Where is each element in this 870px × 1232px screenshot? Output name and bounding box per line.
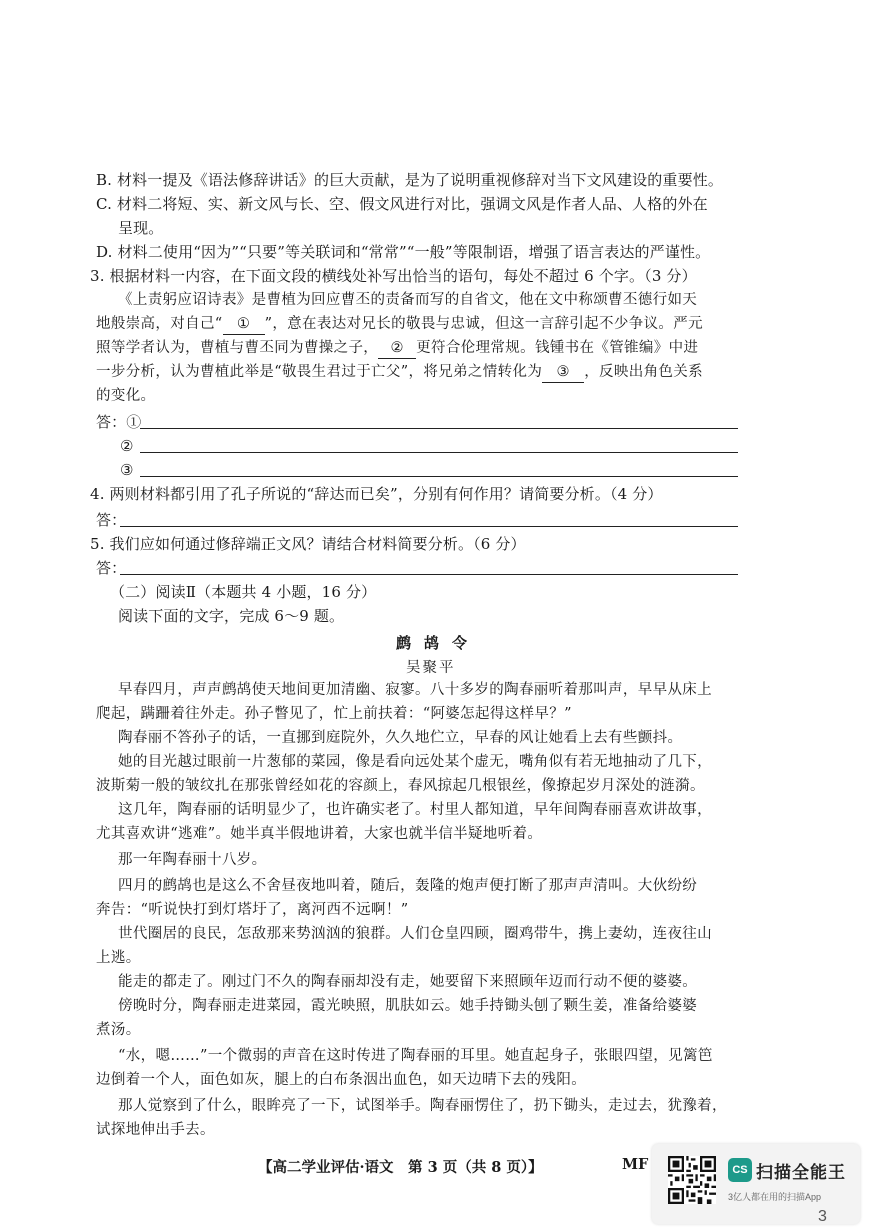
scanner-app-name: 扫描全能王 [756,1163,846,1182]
section-heading: （二）阅读Ⅱ（本题共 4 小题，16 分） [110,583,377,601]
camscanner-logo-icon: CS [728,1158,752,1182]
scanner-tagline: 3亿人都在用的扫描App [728,1192,822,1202]
blank-1: ① [223,314,265,335]
q3-passage-line [96,314,703,335]
q3-text: ”，意在表达对兄长的敬畏与忠诚，但这一言辞引起不少争议。严元 [264,316,703,332]
page-footer: 【高二学业评估·语文 第 3 页（共 8 页）】 [258,1159,543,1176]
story-line: 那一年陶春丽十八岁。 [118,852,267,868]
question-3-stem: 3. 根据材料一内容，在下面文段的横线处补写出恰当的语句，每处不超过 6 个字。（3 分） [90,267,697,285]
story-line: 这几年，陶春丽的话明显少了，也许确实老了。村里人都知道，早年间陶春丽喜欢讲故事， [118,802,712,818]
paper-code: MF [622,1156,649,1173]
story-line: 傍晚时分，陶春丽走进菜园，霞光映照，肌肤如云。她手持锄头刨了颗生姜，准备给婆婆 [118,998,698,1014]
story-line: 奔告：“听说快打到灯塔圩了，离河西不远啊！” [96,902,409,918]
story-line: “水，嗯……”一个微弱的声音在这时传进了陶春丽的耳里。她直起身子，张眼四望，见篱笆 [118,1048,713,1064]
story-line: 能走的都走了。刚过门不久的陶春丽却没有走，她要留下来照顾年迈而行动不便的婆婆。 [118,974,698,990]
story-line: 煮汤。 [96,1022,141,1038]
q3-passage-line: 《上责躬应诏诗表》是曹植为回应曹丕的责备而写的自省文，他在文中称颂曹丕德行如天 [118,292,698,308]
story-line: 那人觉察到了什么，眼眸亮了一下，试图举手。陶春丽愣住了，扔下锄头，走过去，犹豫着， [118,1098,727,1114]
q3-text: 更符合伦理常规。钱锺书在《管锥编》中进 [416,340,699,356]
story-line: 试探地伸出手去。 [96,1122,215,1138]
answer-label-q5: 答： [96,559,127,577]
answer-line-1[interactable] [140,428,738,429]
q3-passage-line: 的变化。 [96,388,156,404]
story-line: 早春四月，声声鹧鸪使天地间更加清幽、寂寥。八十多岁的陶春丽听着那叫声，早早从床上 [118,682,712,698]
q3-passage-line [96,338,698,359]
q3-text: ，反映出角色关系 [584,364,703,380]
story-line: 四月的鹧鸪也是这么不舍昼夜地叫着，随后，轰隆的炮声便打断了那声声清叫。大伙纷纷 [118,878,698,894]
answer-label-q4: 答： [96,511,127,529]
option-c-cont: 呈现。 [118,219,164,237]
story-line: 波斯菊一般的皱纹扎在那张曾经如花的容颜上，春风掠起几根银丝，像撩起岁月深处的涟漪。 [96,778,705,794]
qr-code-icon [668,1156,716,1204]
answer-label-2: ② [120,437,134,455]
q3-text: 照等学者认为，曹植与曹丕同为曹操之子， [96,340,379,356]
story-line: 边倒着一个人，面色如灰，腿上的白布条洇出血色，如天边晴下去的残阳。 [96,1072,587,1088]
story-author: 吴聚平 [406,660,456,676]
option-d: D. 材料二使用“因为”“只要”等关联词和“常常”“一般”等限制语，增强了语言表达的严谨性。 [96,243,711,261]
scanner-watermark [652,1144,860,1224]
blank-2: ② [378,338,416,359]
answer-line-q5[interactable] [120,574,738,575]
story-line: 她的目光越过眼前一片葱郁的菜园，像是看向远处某个虚无，嘴角似有若无地抽动了几下， [118,754,712,770]
question-5-stem: 5. 我们应如何通过修辞端正文风？请结合材料简要分析。（6 分） [90,535,526,553]
blank-3: ③ [542,362,584,383]
option-b: B. 材料一提及《语法修辞讲话》的巨大贡献，是为了说明重视修辞对当下文风建设的重要性。 [96,171,724,189]
section-instruction: 阅读下面的文字，完成 6～9 题。 [118,607,345,625]
answer-line-3[interactable] [140,476,738,477]
q3-text: 一步分析，认为曹植此举是“敬畏生君过于亡父”，将兄弟之情转化为 [96,364,543,380]
question-4-stem: 4. 两则材料都引用了孔子所说的“辞达而已矣”，分别有何作用？请简要分析。（4 分） [90,485,663,503]
story-line: 陶春丽不答孙子的话，一直挪到庭院外，久久地伫立，早春的风让她看上去有些颤抖。 [118,730,683,746]
q3-passage-line [96,362,703,383]
q3-text: 地般崇高，对自己“ [96,316,223,332]
story-line: 尤其喜欢讲“逃难”。她半真半假地讲着，大家也就半信半疑地听着。 [96,826,543,842]
story-line: 爬起，蹒跚着往外走。孙子瞥见了，忙上前扶着：“阿婆怎起得这样早？” [96,706,572,722]
story-line: 世代圈居的良民，怎敌那来势汹汹的狼群。人们仓皇四顾，圈鸡带牛，携上妻幼，连夜往山 [118,926,712,942]
option-c: C. 材料二将短、实、新文风与长、空、假文风进行对比，强调文风是作者人品、人格的外在 [96,195,708,213]
page-number: 3 [818,1208,827,1225]
answer-line-2[interactable] [140,452,738,453]
answer-line-q4[interactable] [120,526,738,527]
story-line: 上逃。 [96,950,141,966]
answer-label-3: ③ [120,461,134,479]
answer-label-1: 答：① [96,413,142,431]
story-title: 鹧鸪令 [396,634,481,652]
